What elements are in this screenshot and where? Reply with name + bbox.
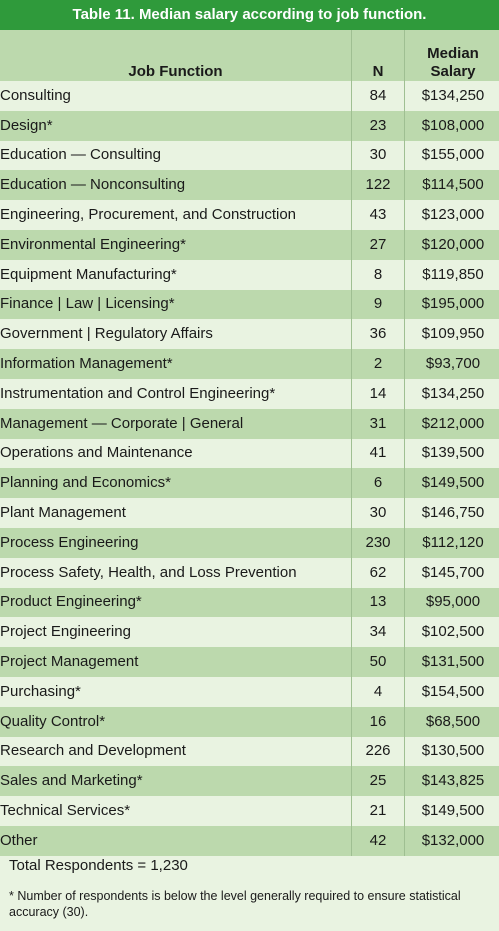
cell-n: 84 xyxy=(352,81,405,111)
cell-median-salary: $119,850 xyxy=(422,265,484,283)
cell-job-function: Research and Development xyxy=(0,742,186,760)
cell-job-function: Planning and Economics* xyxy=(0,474,171,492)
cell-median-salary: $212,000 xyxy=(421,414,485,432)
cell-median-salary: $123,000 xyxy=(421,206,485,224)
cell-n: 6 xyxy=(352,468,405,498)
cell-n: 25 xyxy=(352,766,405,796)
cell-job-function: Education — Consulting xyxy=(0,146,161,164)
cell-median-salary: $195,000 xyxy=(421,295,485,313)
cell-job-function: Project Engineering xyxy=(0,623,131,641)
cell-median-salary: $134,250 xyxy=(421,86,485,104)
cell-job-function: Process Safety, Health, and Loss Prevention xyxy=(0,563,297,581)
table-row xyxy=(0,796,499,826)
table-row xyxy=(0,558,499,588)
cell-median-salary: $112,120 xyxy=(422,533,484,551)
table-row xyxy=(0,439,499,469)
cell-job-function: Product Engineering* xyxy=(0,593,142,611)
cell-median-salary: $131,500 xyxy=(421,653,485,671)
cell-median-salary: $68,500 xyxy=(425,712,481,730)
table-row xyxy=(0,290,499,320)
table-row xyxy=(0,111,499,141)
cell-job-function: Finance | Law | Licensing* xyxy=(0,295,175,313)
salary-table xyxy=(0,30,499,856)
table-body xyxy=(0,81,499,856)
table-row xyxy=(0,379,499,409)
table-row xyxy=(0,409,499,439)
cell-median-salary: $145,700 xyxy=(421,563,485,581)
footnote: * Number of respondents is below the level generally required to ensure statistical accuracy (30). xyxy=(9,889,461,919)
table-row xyxy=(0,528,499,558)
cell-median-salary: $132,000 xyxy=(421,831,485,849)
cell-job-function: Quality Control* xyxy=(0,712,106,730)
cell-n: 27 xyxy=(352,230,405,260)
cell-n: 30 xyxy=(352,498,405,528)
table-row xyxy=(0,617,499,647)
cell-job-function: Purchasing* xyxy=(0,682,81,700)
cell-job-function: Process Engineering xyxy=(0,533,139,551)
table-row xyxy=(0,349,499,379)
cell-median-salary: $95,000 xyxy=(425,593,481,611)
cell-n: 4 xyxy=(352,677,405,707)
cell-n: 41 xyxy=(352,439,405,469)
table-row xyxy=(0,81,499,111)
cell-n: 2 xyxy=(352,349,405,379)
cell-median-salary: $93,700 xyxy=(425,355,481,373)
table-row xyxy=(0,588,499,618)
cell-n: 226 xyxy=(352,737,405,767)
cell-job-function: Information Management* xyxy=(0,355,173,373)
cell-median-salary: $102,500 xyxy=(421,623,485,641)
cell-median-salary: $149,500 xyxy=(421,474,485,492)
cell-job-function: Equipment Manufacturing* xyxy=(0,265,177,283)
table-row xyxy=(0,468,499,498)
header-median-salary xyxy=(405,30,499,81)
cell-median-salary: $143,825 xyxy=(421,772,485,790)
cell-n: 42 xyxy=(352,826,405,856)
cell-median-salary: $134,250 xyxy=(421,384,485,402)
cell-n: 14 xyxy=(352,379,405,409)
table-row xyxy=(0,826,499,856)
table-row xyxy=(0,200,499,230)
cell-job-function: Engineering, Procurement, and Construction xyxy=(0,206,297,224)
cell-job-function: Sales and Marketing* xyxy=(0,772,143,790)
cell-n: 9 xyxy=(352,290,405,320)
table-row xyxy=(0,766,499,796)
cell-job-function: Instrumentation and Control Engineering* xyxy=(0,384,276,402)
cell-n: 50 xyxy=(352,647,405,677)
table-row xyxy=(0,677,499,707)
total-respondents: Total Respondents = 1,230 xyxy=(9,857,188,874)
cell-median-salary: $120,000 xyxy=(421,235,485,253)
cell-median-salary: $139,500 xyxy=(421,444,485,462)
cell-job-function: Government | Regulatory Affairs xyxy=(0,325,213,343)
cell-n: 21 xyxy=(352,796,405,826)
table-row xyxy=(0,230,499,260)
cell-median-salary: $146,750 xyxy=(421,504,485,522)
cell-job-function: Project Management xyxy=(0,653,139,671)
cell-median-salary: $108,000 xyxy=(421,116,485,134)
cell-n: 122 xyxy=(352,170,405,200)
cell-n: 230 xyxy=(352,528,405,558)
cell-n: 34 xyxy=(352,617,405,647)
cell-n: 13 xyxy=(352,588,405,618)
header-n: N xyxy=(352,30,405,81)
cell-n: 30 xyxy=(352,141,405,171)
table-row xyxy=(0,170,499,200)
cell-job-function: Environmental Engineering* xyxy=(0,235,186,253)
cell-job-function: Plant Management xyxy=(0,504,126,522)
cell-median-salary: $149,500 xyxy=(421,802,485,820)
cell-job-function: Design* xyxy=(0,116,53,134)
cell-n: 8 xyxy=(352,260,405,290)
header-salary-line2: Salary xyxy=(430,63,476,80)
header-row xyxy=(0,30,499,81)
table-title: Table 11. Median salary according to job function. xyxy=(0,0,499,30)
cell-median-salary: $114,500 xyxy=(422,176,484,194)
cell-median-salary: $109,950 xyxy=(421,325,485,343)
cell-job-function: Consulting xyxy=(0,86,71,104)
cell-n: 23 xyxy=(352,111,405,141)
table-row xyxy=(0,319,499,349)
header-salary-line1: Median xyxy=(427,45,479,62)
cell-median-salary: $130,500 xyxy=(421,742,485,760)
cell-median-salary: $154,500 xyxy=(421,682,485,700)
cell-job-function: Other xyxy=(0,831,38,849)
cell-n: 31 xyxy=(352,409,405,439)
table-row xyxy=(0,141,499,171)
cell-n: 36 xyxy=(352,319,405,349)
table-row xyxy=(0,260,499,290)
cell-n: 43 xyxy=(352,200,405,230)
table-row xyxy=(0,498,499,528)
cell-job-function: Management — Corporate | General xyxy=(0,414,244,432)
table-row xyxy=(0,647,499,677)
cell-n: 16 xyxy=(352,707,405,737)
table-row xyxy=(0,707,499,737)
table-row xyxy=(0,737,499,767)
cell-job-function: Operations and Maintenance xyxy=(0,444,193,462)
cell-median-salary: $155,000 xyxy=(421,146,485,164)
cell-n: 62 xyxy=(352,558,405,588)
cell-job-function: Technical Services* xyxy=(0,802,131,820)
cell-job-function: Education — Nonconsulting xyxy=(0,176,186,194)
header-job-function: Job Function xyxy=(128,63,223,80)
